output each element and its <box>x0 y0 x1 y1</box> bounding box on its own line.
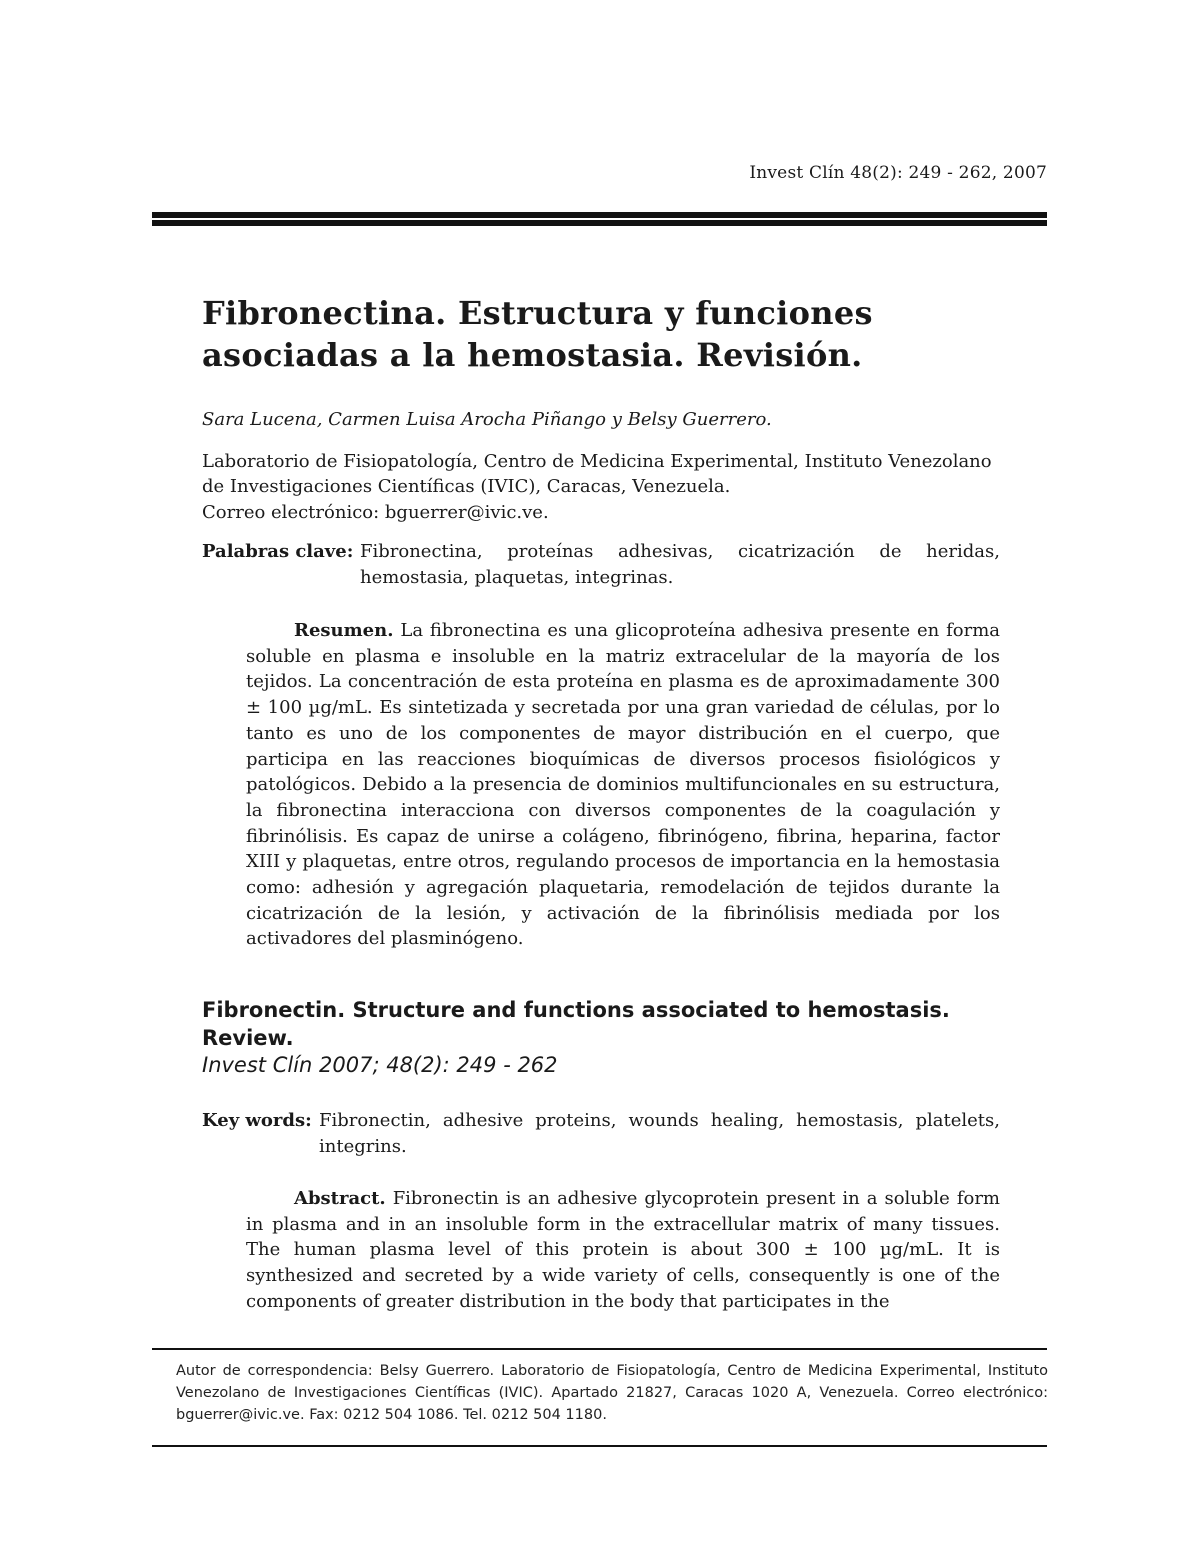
resumen-text: La fibronectina es una glicoproteína adhesiva presente en forma soluble en plasma e insoluble en la matriz extracelular de la mayoría de los tejidos. La concentración de esta proteína en plasma es de aproximadamente 300 ± 100 µg/mL. Es sintetizada y secretada por una gran variedad de células, por lo tanto es uno de los componentes de mayor distribución en el cuerpo, que participa en las reacciones bioquímicas de diversos procesos fisiológicos y patológicos. Debido a la presencia de dominios multifuncionales en su estructura, la fibronectina interacciona con diversos componentes de la coagulación y fibrinólisis. Es capaz de unirse a colágeno, fibrinógeno, fibrina, heparina, factor XIII y plaquetas, entre otros, regulando procesos de importancia en la hemostasia como: adhesión y agregación plaquetaria, remodelación de tejidos durante la cicatrización de la lesión, y activación de la fibrinólisis mediada por los activadores del plasminógeno. <box>246 620 1000 950</box>
article-title: Fibronectina. Estructura y funciones asociadas a la hemostasia. Revisión. <box>202 294 873 374</box>
abstract-text: Fibronectin is an adhesive glycoprotein present in a soluble form in plasma and in an insoluble form in the extracellular matrix of many tissues. The human plasma level of this protein is about 300 ± 100 µg/mL. It is synthesized and secreted by a wide variety of cells, consequently is one of the components of greater distribution in the body that participates in the <box>246 1188 1000 1312</box>
keywords-en <box>202 1110 1002 1162</box>
journal-citation: Invest Clín 48(2): 249 - 262, 2007 <box>749 163 1047 183</box>
keywords-en-line-1: Fibronectin, adhesive proteins, wounds healing, hemostasis, platelets, <box>319 1110 1000 1131</box>
footnote-rule-bottom <box>152 1445 1047 1447</box>
english-title: Fibronectin. Structure and functions associated to hemostasis. Review. <box>202 998 950 1050</box>
keywords-es <box>202 541 1002 593</box>
keywords-en-line-2: integrins. <box>319 1136 407 1157</box>
keywords-es-label: Palabras clave: <box>202 541 354 562</box>
correspondence-footnote: Autor de correspondencia: Belsy Guerrero. Laboratorio de Fisiopatología, Centro de Medicina Experimental, Instituto Venezolano de Investigaciones Científicas (IVIC). Apartado 21827, Caracas 1020 A, Venezuela. Correo electrónico: bguerrer@ivic.ve. Fax: 0212 504 1086. Tel. 0212 504 1180. <box>176 1363 1048 1423</box>
abstract-paragraph <box>246 1186 1000 1315</box>
affiliation-line-2: de Investigaciones Científicas (IVIC), Caracas, Venezuela. <box>202 476 731 497</box>
keywords-es-line-2: hemostasia, plaquetas, integrinas. <box>360 567 674 588</box>
english-citation: Invest Clín 2007; 48(2): 249 - 262 <box>202 1053 558 1077</box>
affiliation-line-1: Laboratorio de Fisiopatología, Centro de Medicina Experimental, Instituto Venezolano <box>202 451 992 472</box>
resumen-label: Resumen. <box>294 620 394 641</box>
keywords-es-line-1: Fibronectina, proteínas adhesivas, cicatrización de heridas, <box>360 541 1000 562</box>
header-rule-top <box>152 212 1047 218</box>
keywords-en-label: Key words: <box>202 1110 312 1131</box>
header-rule-bottom <box>152 220 1047 226</box>
footnote-rule-top <box>152 1348 1047 1350</box>
email-line: Correo electrónico: bguerrer@ivic.ve. <box>202 502 549 523</box>
author-list: Sara Lucena, Carmen Luisa Arocha Piñango y Belsy Guerrero. <box>202 409 772 430</box>
resumen-paragraph <box>246 618 1000 952</box>
abstract-label: Abstract. <box>294 1188 386 1209</box>
